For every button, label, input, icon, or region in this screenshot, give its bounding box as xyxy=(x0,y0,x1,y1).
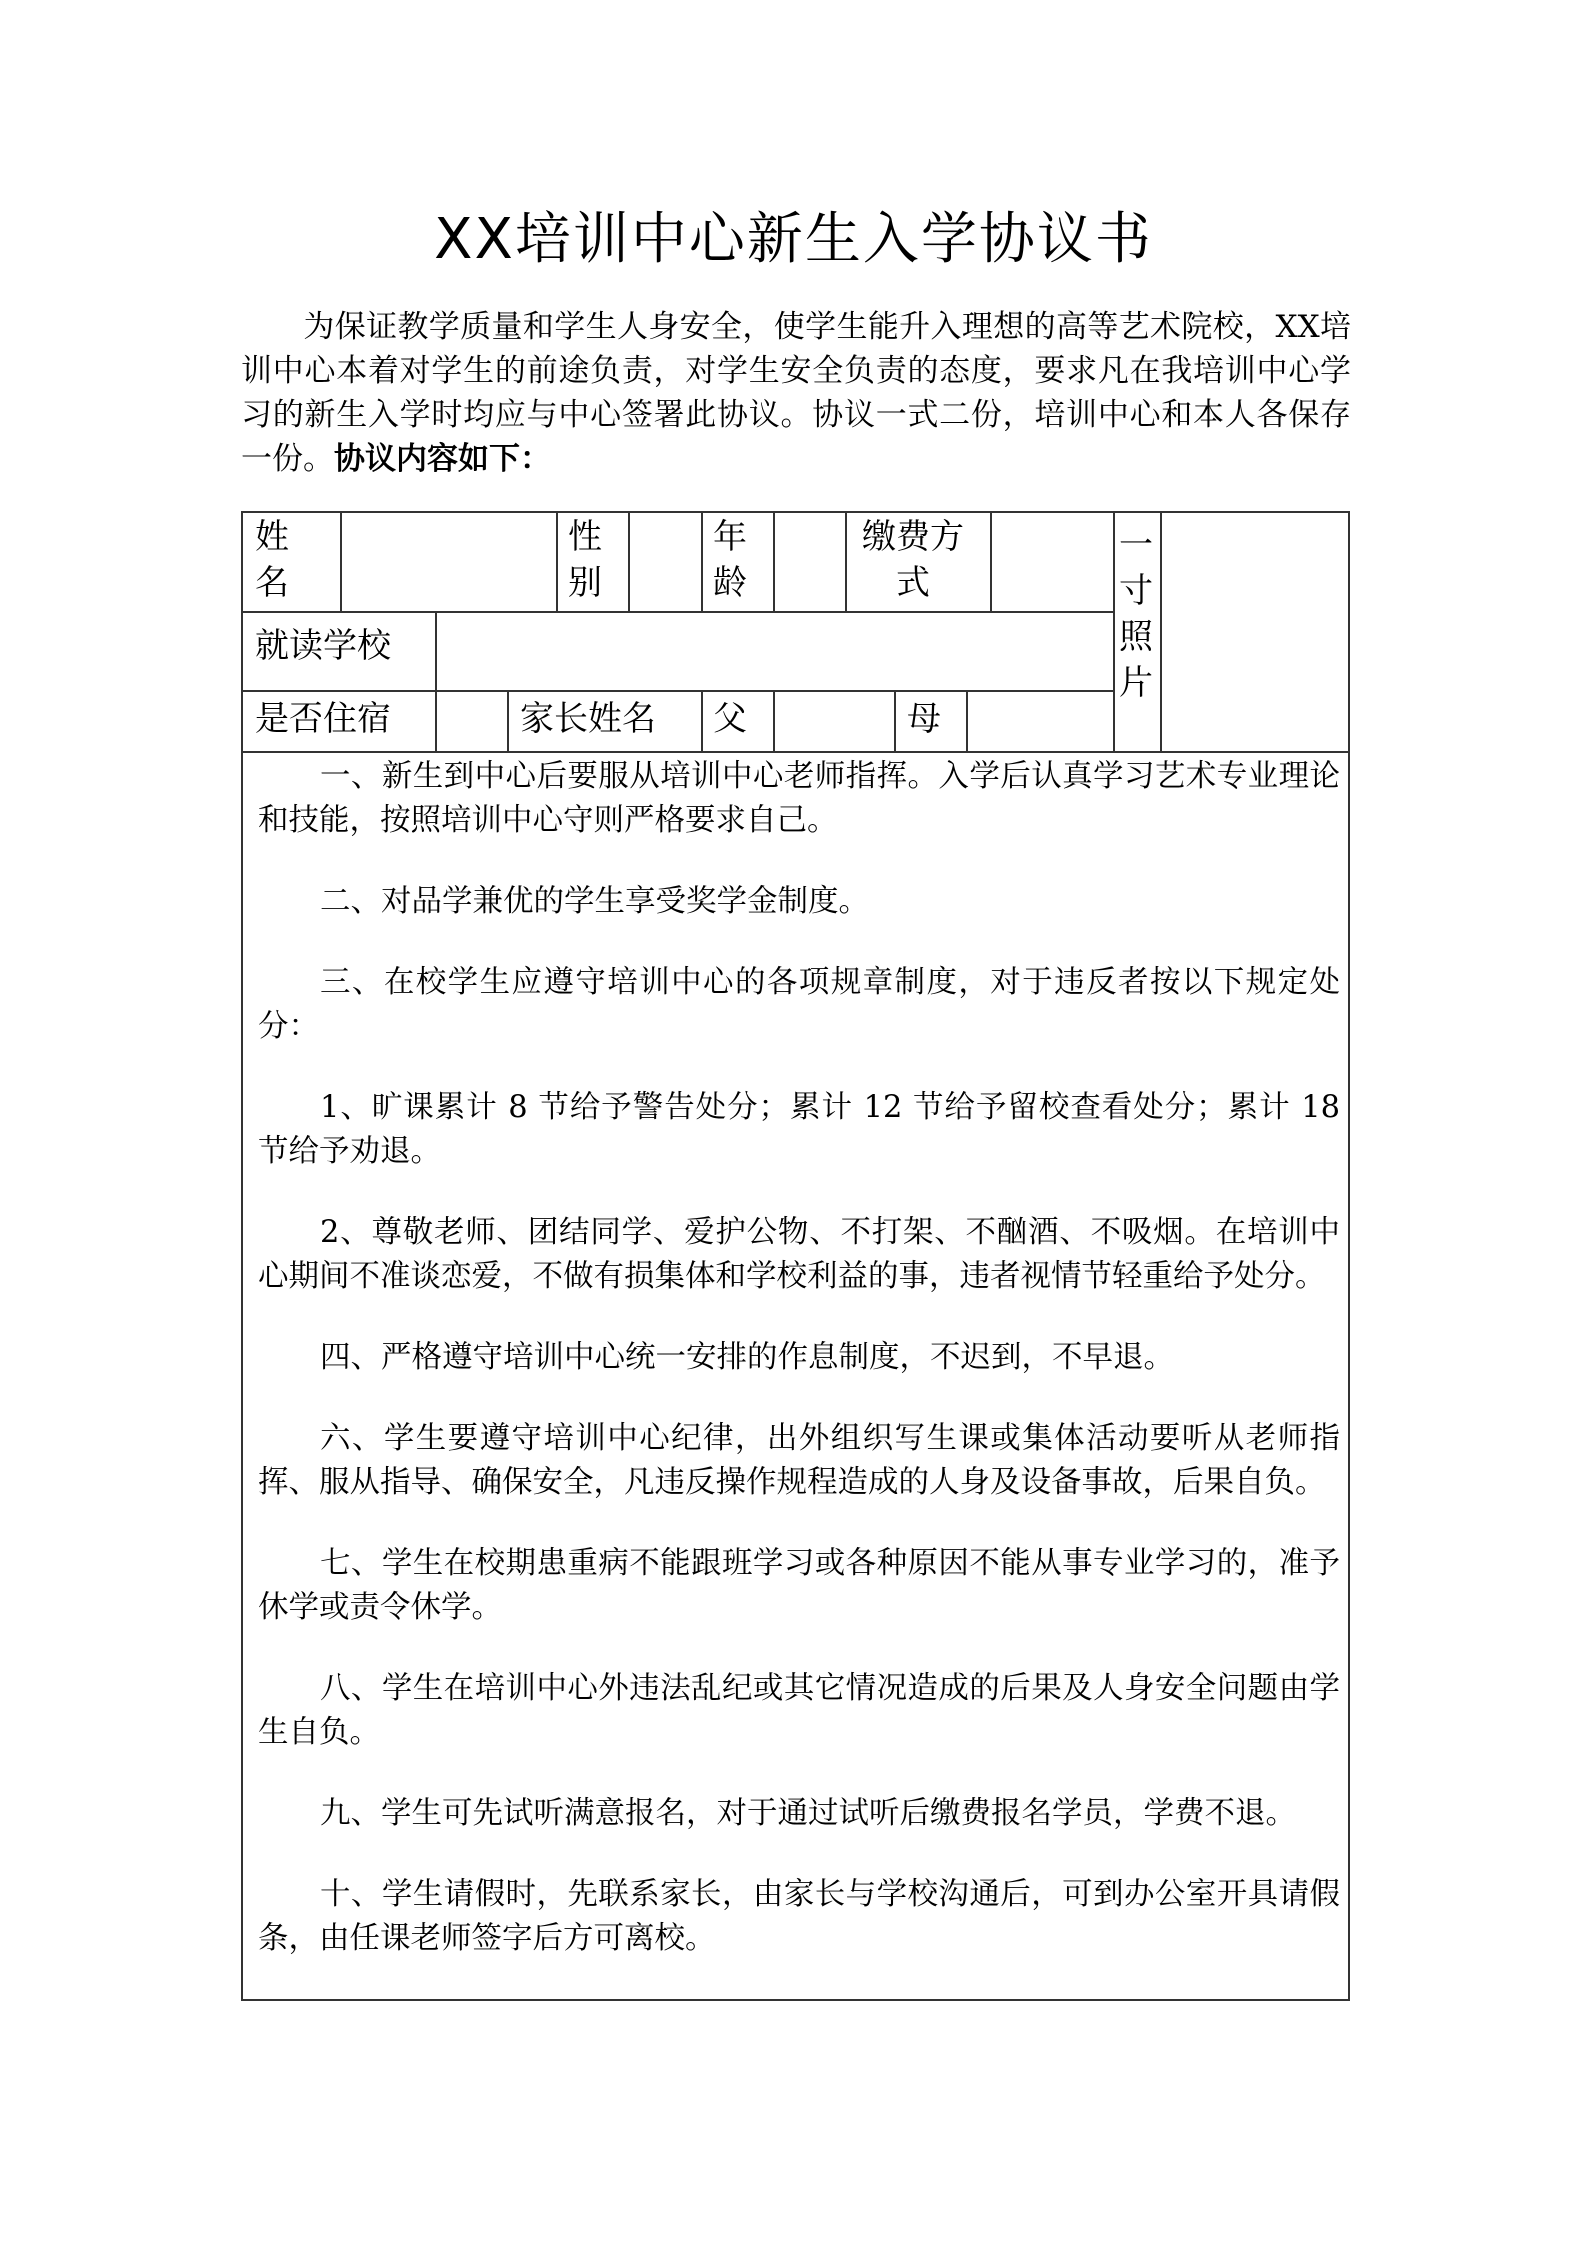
photo-divider xyxy=(1160,513,1162,751)
cell-divider xyxy=(556,513,558,611)
row-divider xyxy=(243,611,1113,613)
cell-divider xyxy=(701,513,703,611)
clause-item: 二、对品学兼优的学生享受奖学金制度。 xyxy=(320,884,869,919)
name-label: 姓名 xyxy=(255,517,289,603)
cell-divider xyxy=(701,690,703,751)
clause-item: 九、学生可先试听满意报名，对于通过试听后缴费报名学员，学费不退。 xyxy=(320,1796,1296,1831)
parent-name-label: 家长姓名 xyxy=(520,699,656,739)
cell-divider xyxy=(845,513,847,611)
clause-item: 八、学生在培训中心外违法乱纪或其它情况造成的后果及人身安全问题由学生自负。 xyxy=(258,1671,1340,1750)
gender-label: 性别 xyxy=(568,517,602,603)
clause-item: 四、严格遵守培训中心统一安排的作息制度，不迟到，不早退。 xyxy=(320,1340,1174,1375)
cell-divider xyxy=(507,690,509,751)
cell-divider xyxy=(773,513,775,611)
page-title: XX培训中心新生入学协议书 xyxy=(434,207,1153,272)
clause-item: 三、在校学生应遵守培训中心的各项规章制度，对于违反者按以下规定处分： xyxy=(258,965,1340,1044)
clause-item: 1、旷课累计 8 节给予警告处分；累计 12 节给予留校查看处分；累计 18 节给予劝退。 xyxy=(258,1090,1340,1169)
cell-divider xyxy=(966,690,968,751)
payment-method-label: 缴费方式 xyxy=(862,517,964,603)
clause-item: 七、学生在校期患重病不能跟班学习或各种原因不能从事专业学习的，准予休学或责令休学。 xyxy=(258,1546,1340,1625)
row-divider xyxy=(243,690,1113,692)
school-label: 就读学校 xyxy=(255,626,391,666)
photo-divider xyxy=(1113,513,1115,751)
cell-divider xyxy=(990,513,992,611)
cell-divider xyxy=(340,513,342,611)
clause-item: 六、学生要遵守培训中心纪律，出外组织写生课或集体活动要听从老师指挥、服从指导、确保安全，凡违反操作规程造成的人身及设备事故，后果自负。 xyxy=(258,1421,1340,1500)
clause-item: 2、尊敬老师、团结同学、爱护公物、不打架、不酗酒、不吸烟。在培训中心期间不准谈恋爱，不做有损集体和学校利益的事，违者视情节轻重给予处分。 xyxy=(258,1215,1340,1294)
photo-label: 一寸照片 xyxy=(1119,525,1153,703)
clause-item: 一、新生到中心后要服从培训中心老师指挥。入学后认真学习艺术专业理论和技能，按照培训中心守则严格要求自己。 xyxy=(258,759,1340,838)
cell-divider xyxy=(435,611,437,690)
cell-divider xyxy=(894,690,896,751)
cell-divider xyxy=(435,690,437,751)
cell-divider xyxy=(773,690,775,751)
intro-emphasis: 协议内容如下： xyxy=(334,441,551,477)
cell-divider xyxy=(628,513,630,611)
father-label: 父 xyxy=(713,699,747,739)
intro-paragraph xyxy=(241,305,1351,481)
clause-item: 十、学生请假时，先联系家长，由家长与学校沟通后，可到办公室开具请假条，由任课老师签字后方可离校。 xyxy=(258,1877,1340,1956)
intro-text: 为保证教学质量和学生人身安全，使学生能升入理想的高等艺术院校，XX培训中心本着对学生的前途负责，对学生安全负责的态度，要求凡在我培训中心学习的新生入学时均应与中心签署此协议。协议一式二份，培训中心和本人各保存一份。 xyxy=(241,309,1351,477)
agreement-clauses xyxy=(258,755,1340,1998)
mother-label: 母 xyxy=(907,699,941,739)
boarding-label: 是否住宿 xyxy=(255,699,391,739)
header-divider xyxy=(243,751,1348,753)
age-label: 年龄 xyxy=(713,517,747,603)
